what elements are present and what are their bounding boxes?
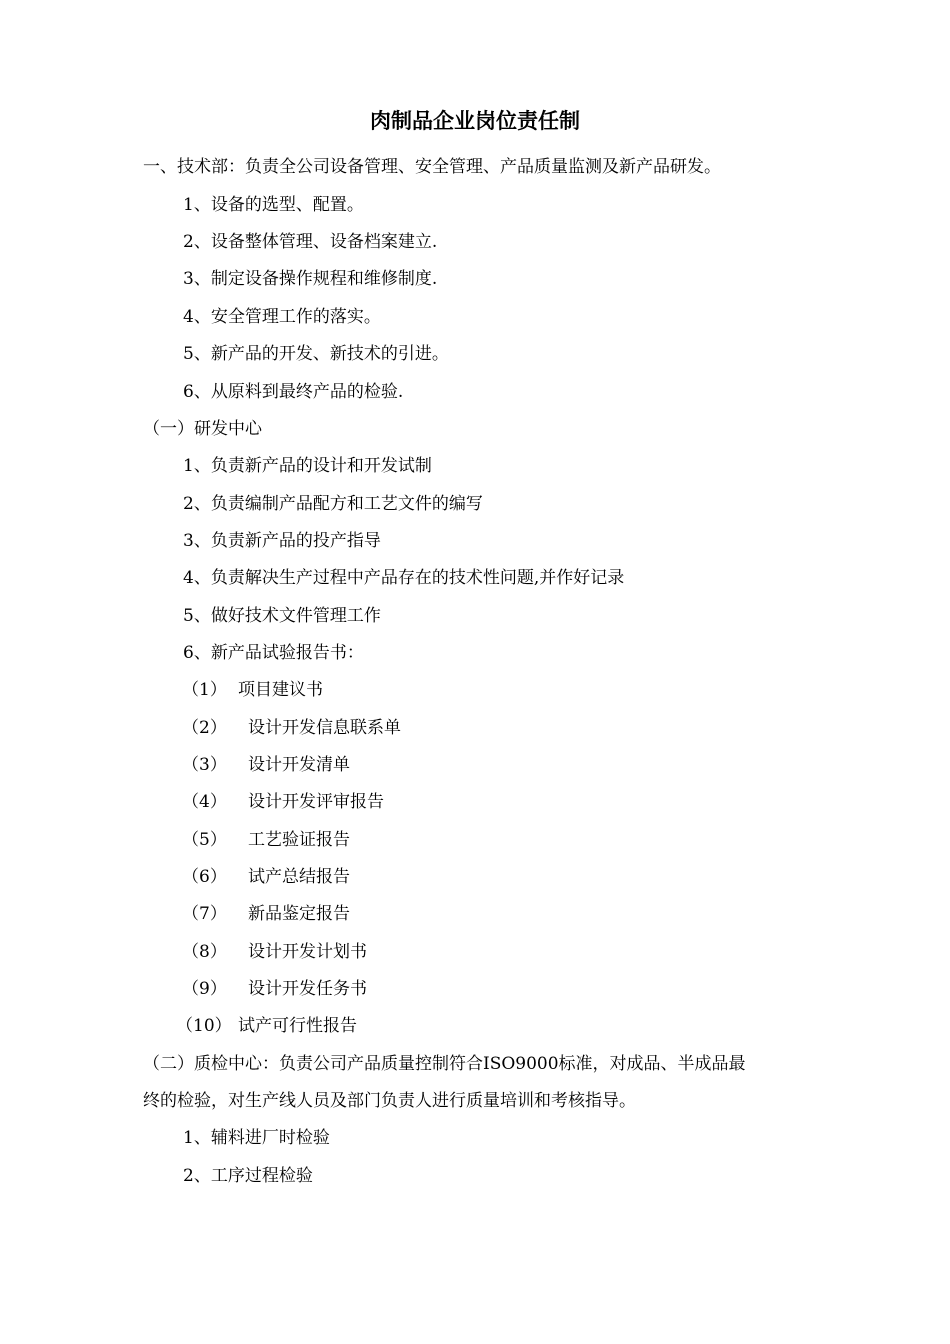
- report-title: 设计开发清单: [248, 755, 350, 775]
- report-number: （3）: [182, 755, 227, 775]
- rd-center-item-4: 4、负责解决生产过程中产品存在的技术性问题,并作好记录: [183, 568, 625, 588]
- report-title: 设计开发信息联系单: [248, 718, 401, 738]
- qc-center-item-2: 2、工序过程检验: [183, 1166, 313, 1186]
- report-title: 项目建议书: [238, 680, 323, 700]
- report-title: 设计开发评审报告: [248, 792, 384, 812]
- tech-dept-heading: 一、技术部：负责全公司设备管理、安全管理、产品质量监测及新产品研发。: [143, 157, 721, 177]
- report-item-7: [182, 901, 350, 927]
- qc-center-heading-continued: 终的检验，对生产线人员及部门负责人进行质量培训和考核指导。: [143, 1091, 636, 1111]
- report-item-5: [182, 827, 350, 853]
- document-title: 肉制品企业岗位责任制: [370, 109, 580, 133]
- rd-center-heading: （一）研发中心: [143, 419, 262, 439]
- report-title: 试产总结报告: [248, 867, 350, 887]
- report-number: （2）: [182, 718, 227, 738]
- qc-center-item-1: 1、辅料进厂时检验: [183, 1128, 330, 1148]
- report-item-9: [182, 976, 367, 1002]
- report-title: 新品鉴定报告: [248, 904, 350, 924]
- tech-dept-item-5: 5、新产品的开发、新技术的引进。: [183, 344, 449, 364]
- rd-center-item-5: 5、做好技术文件管理工作: [183, 606, 381, 626]
- report-number: （10）: [176, 1016, 232, 1036]
- report-number: （4）: [182, 792, 227, 812]
- report-item-6: [182, 864, 350, 890]
- report-number: （5）: [182, 830, 227, 850]
- rd-center-item-1: 1、负责新产品的设计和开发试制: [183, 456, 432, 476]
- report-number: （8）: [182, 942, 227, 962]
- tech-dept-item-3: 3、制定设备操作规程和维修制度.: [183, 269, 438, 289]
- rd-center-item-6: 6、新产品试验报告书：: [183, 643, 364, 663]
- report-title: 试产可行性报告: [238, 1016, 357, 1036]
- rd-center-item-3: 3、负责新产品的投产指导: [183, 531, 381, 551]
- report-number: （7）: [182, 904, 227, 924]
- report-item-2: [182, 715, 401, 741]
- tech-dept-item-1: 1、设备的选型、配置。: [183, 195, 364, 215]
- tech-dept-item-2: 2、设备整体管理、设备档案建立.: [183, 232, 438, 252]
- report-number: （9）: [182, 979, 227, 999]
- report-item-1: [182, 677, 323, 703]
- rd-center-item-2: 2、负责编制产品配方和工艺文件的编写: [183, 494, 483, 514]
- report-title: 设计开发计划书: [248, 942, 367, 962]
- report-number: （1）: [182, 680, 227, 700]
- qc-center-heading: （二）质检中心：负责公司产品质量控制符合ISO9000标准，对成品、半成品最: [143, 1054, 746, 1074]
- report-item-4: [182, 789, 384, 815]
- tech-dept-item-6: 6、从原料到最终产品的检验.: [183, 382, 404, 402]
- report-item-3: [182, 752, 350, 778]
- tech-dept-item-4: 4、安全管理工作的落实。: [183, 307, 381, 327]
- report-item-10: [176, 1013, 357, 1039]
- report-item-8: [182, 939, 367, 965]
- report-title: 工艺验证报告: [248, 830, 350, 850]
- report-title: 设计开发任务书: [248, 979, 367, 999]
- report-number: （6）: [182, 867, 227, 887]
